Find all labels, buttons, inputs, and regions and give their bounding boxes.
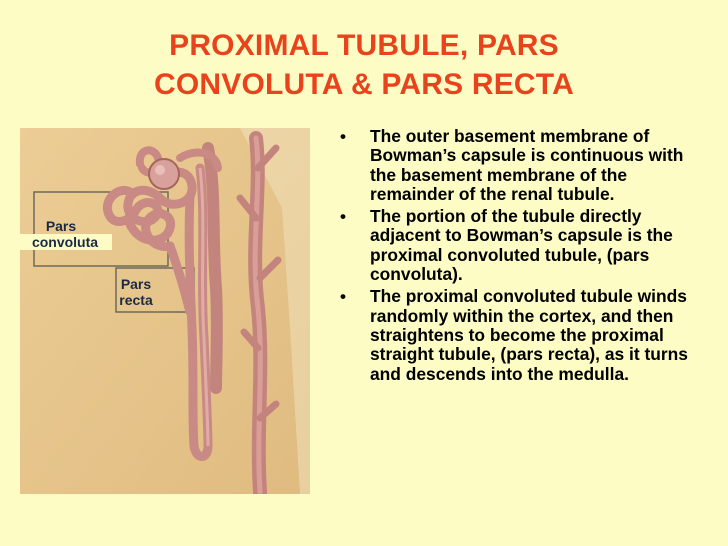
bullet-text: The proximal convoluted tubule winds randomly within the cortex, and then straightens to become the proximal straight tubule, (pars recta), as it turns and descends into the medulla. (370, 286, 688, 384)
slide-title (60, 26, 668, 104)
bullet-dot-icon: • (340, 207, 346, 227)
bullet-item (338, 127, 708, 204)
pars-convoluta-label-2-wrap (18, 234, 112, 250)
nephron-drawing (20, 128, 310, 494)
pars-recta-label-line-2: recta (119, 292, 153, 308)
bullet-dot-icon: • (340, 127, 346, 146)
pars-recta-label (116, 276, 156, 308)
pars-convoluta-label (36, 218, 86, 234)
pars-convoluta-label-line-1: Pars (45, 218, 77, 234)
pars-recta-label-line-1: Pars (120, 276, 152, 292)
nephron-illustration (20, 128, 310, 494)
bullet-text: The portion of the tubule directly adjacent to Bowman’s capsule is the proximal convoluted tubule, (pars convoluta). (370, 206, 673, 285)
title-line-2: CONVOLUTA & PARS RECTA (154, 68, 574, 101)
bullet-item (338, 287, 708, 383)
bowmans-capsule (149, 159, 179, 189)
bullet-text: The outer basement membrane of Bowman’s capsule is continuous with the basement membrane of the remainder of the renal tubule. (370, 126, 684, 204)
bullet-list (338, 127, 708, 387)
title-line-1: PROXIMAL TUBULE, PARS (169, 29, 559, 62)
bullet-dot-icon: • (340, 287, 346, 307)
bullet-item (338, 207, 708, 284)
pars-convoluta-label-line-2: convoluta (31, 234, 99, 250)
